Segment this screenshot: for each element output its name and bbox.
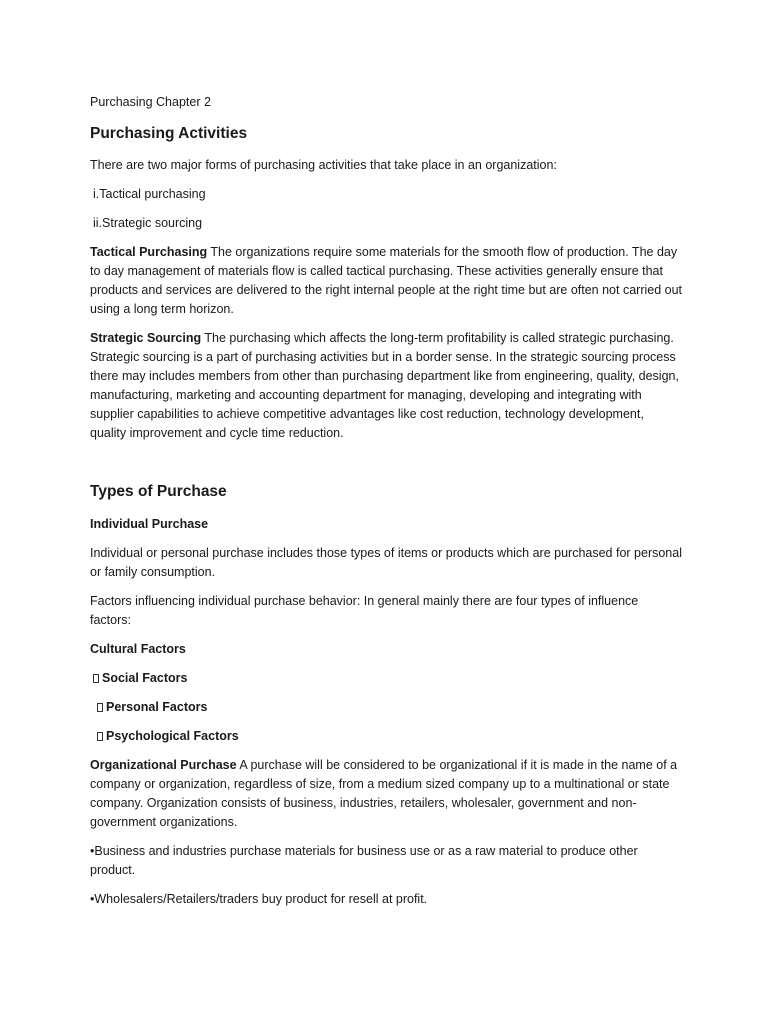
- strategic-term: Strategic Sourcing: [90, 331, 202, 345]
- list-item-tactical: i.Tactical purchasing: [93, 187, 206, 201]
- organizational-paragraph: [90, 756, 682, 832]
- factors-paragraph: Factors influencing individual purchase behavior: In general mainly there are four types of influence factors:: [90, 594, 639, 627]
- factor-psychological: Psychological Factors: [97, 727, 689, 746]
- strategic-text: The purchasing which affects the long-term profitability is called strategic purchasing. Strategic sourcing is a part of purchasing activities but in a border sense. In the strategic sourcing process there may includes members from other than purchasing department like from engineering, quality, design, manufacturing, marketing and accounting department for managing, developing and integrating with supplier capabilities to achieve competitive advantages like cost reduction, technology development, quality improvement and cycle time reduction.: [90, 331, 679, 440]
- factor-cultural: Cultural Factors: [90, 642, 186, 656]
- bullet-wholesalers: •Wholesalers/Retailers/traders buy product for resell at profit.: [90, 892, 428, 906]
- tactical-term: Tactical Purchasing: [90, 245, 208, 259]
- heading-types-of-purchase: Types of Purchase: [90, 483, 227, 500]
- list-item-strategic: ii.Strategic sourcing: [93, 216, 203, 230]
- missing-glyph-icon: [97, 703, 103, 712]
- tactical-text: The organizations require some materials for the smooth flow of production. The day to day management of materials flow is called tactical purchasing. These activities generally ensure that products and services are delivered to the right internal people at the right time but are often not carried out using a long term horizon.: [90, 245, 683, 316]
- factor-personal: Personal Factors: [97, 698, 689, 717]
- tactical-paragraph: [90, 243, 682, 319]
- individual-purchase-heading: Individual Purchase: [90, 517, 209, 531]
- missing-glyph-icon: [97, 732, 103, 741]
- strategic-paragraph: [90, 329, 682, 443]
- individual-paragraph: Individual or personal purchase includes those types of items or products which are purchased for personal or family consumption.: [90, 546, 682, 579]
- heading-purchasing-activities: Purchasing Activities: [90, 125, 248, 142]
- factor-social: Social Factors: [93, 669, 685, 688]
- missing-glyph-icon: [93, 674, 99, 683]
- bullet-business: •Business and industries purchase materials for business use or as a raw material to produce other product.: [90, 844, 638, 877]
- organizational-text: A purchase will be considered to be organizational if it is made in the name of a company or organization, regardless of size, from a medium sized company up to a multinational or state company. Organization consists of business, industries, retailers, wholesaler, government and non-government organizations.: [90, 758, 678, 829]
- document-title: Purchasing Chapter 2: [90, 95, 211, 109]
- intro-paragraph: There are two major forms of purchasing activities that take place in an organization:: [90, 158, 557, 172]
- organizational-term: Organizational Purchase: [90, 758, 237, 772]
